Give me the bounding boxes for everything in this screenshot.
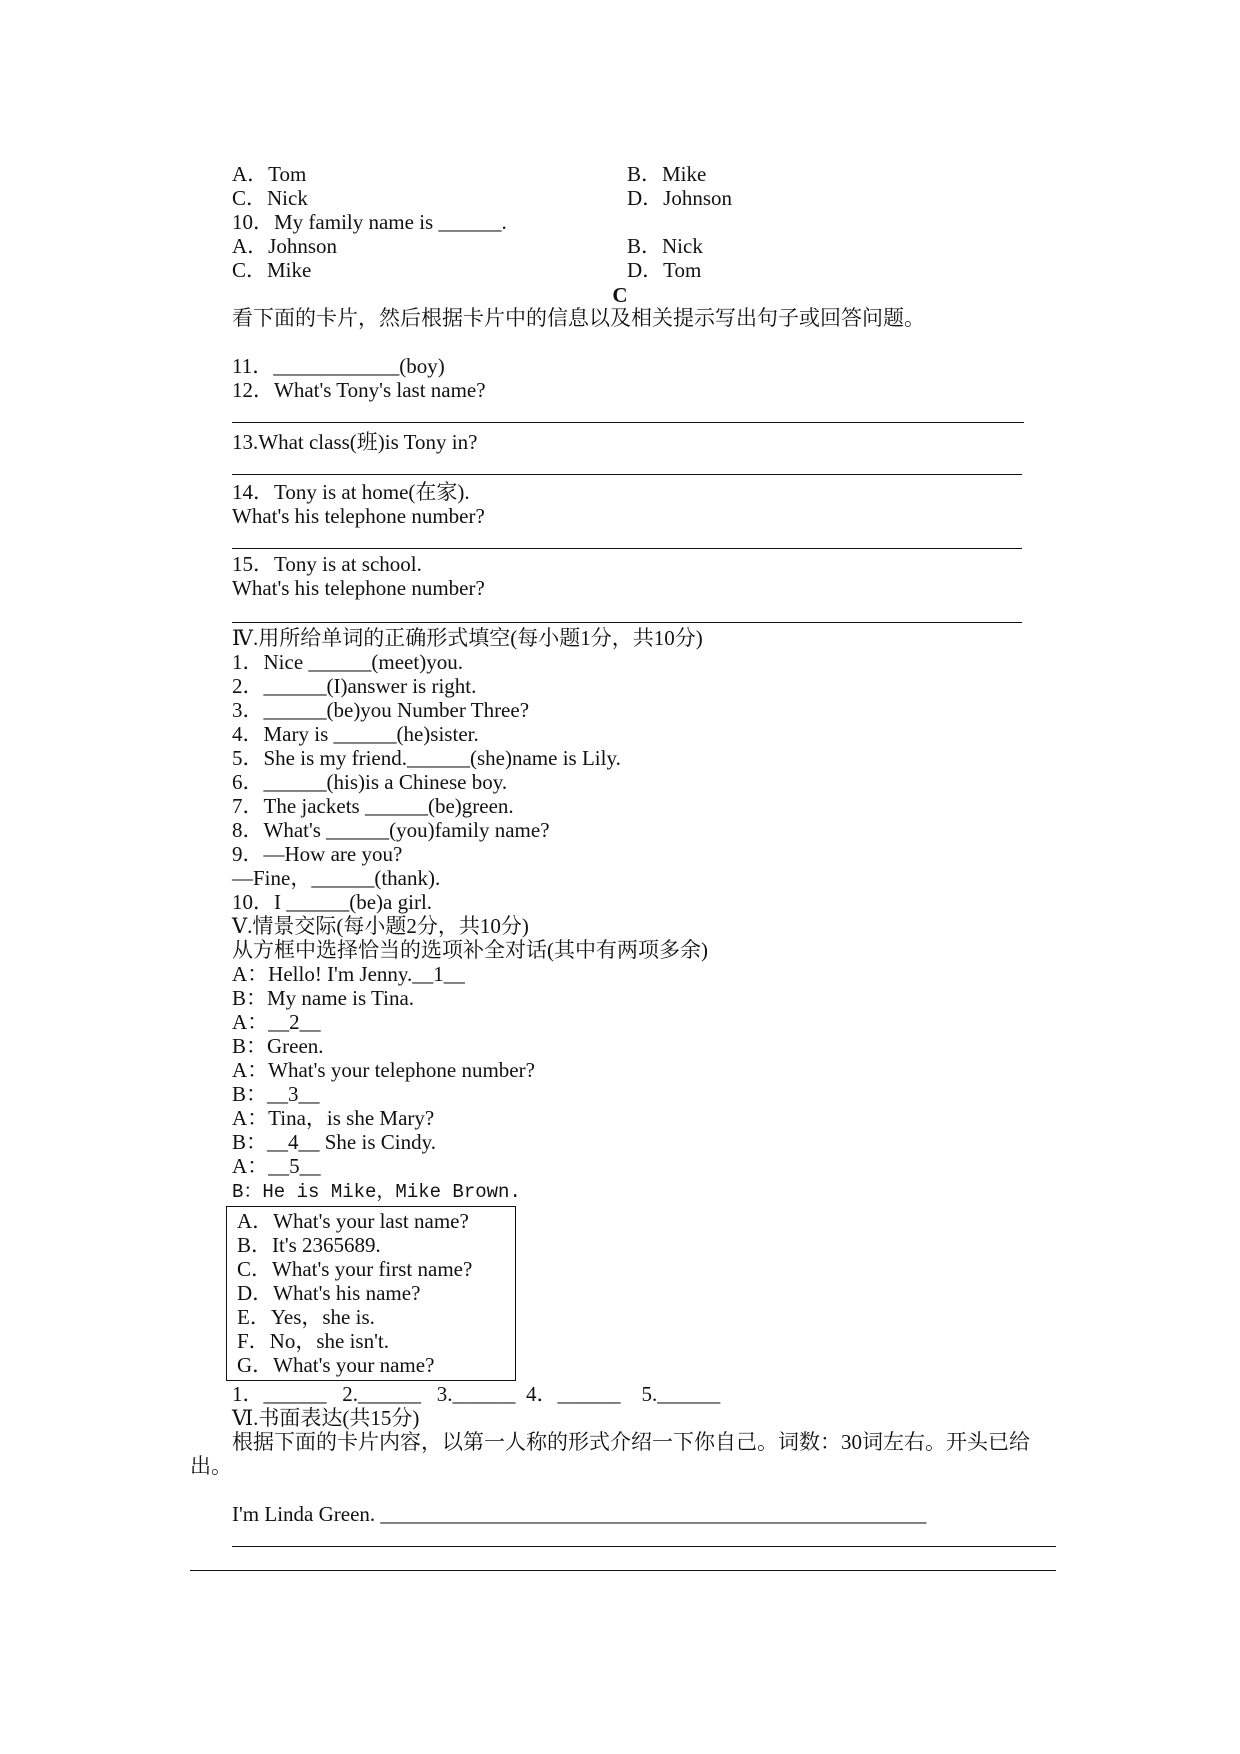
- section-5-instruction: 从方框中选择恰当的选项补全对话(其中有两项多余): [232, 938, 708, 962]
- q14-line1: 14．Tony is at home(在家).: [232, 480, 470, 504]
- q10-option-d: D．Tom: [627, 258, 702, 282]
- dialogue-line: A：Tina，is she Mary?: [232, 1106, 435, 1130]
- q12: 12．What's Tony's last name?: [232, 378, 486, 402]
- options-box: [226, 1206, 516, 1381]
- dialogue-line: A：Hello! I'm Jenny.__1__: [232, 962, 465, 986]
- q9-option-c: C．Nick: [232, 186, 308, 210]
- q10-option-c: C．Mike: [232, 258, 312, 282]
- q13-answer-line[interactable]: [232, 474, 1022, 475]
- s4-item: 5．She is my friend.______(she)name is Lily.: [232, 746, 621, 770]
- s4-item: 6．______(his)is a Chinese boy.: [232, 770, 508, 794]
- q9-option-b: B．Mike: [627, 162, 707, 186]
- s4-item: 2．______(I)answer is right.: [232, 674, 477, 698]
- writing-line[interactable]: [232, 1546, 1056, 1547]
- option-item: D．What's his name?: [237, 1281, 421, 1305]
- q10-option-a: A．Johnson: [232, 234, 338, 258]
- q14-answer-line[interactable]: [232, 548, 1022, 549]
- q15-answer-line[interactable]: [232, 622, 1022, 623]
- s4-item: 7．The jackets ______(be)green.: [232, 794, 514, 818]
- q12-answer-line[interactable]: [232, 422, 1024, 423]
- section-5-title: Ⅴ.情景交际(每小题2分，共10分): [232, 914, 529, 938]
- dialogue-line: B：My name is Tina.: [232, 986, 415, 1010]
- s4-item: 4．Mary is ______(he)sister.: [232, 722, 479, 746]
- q10-stem: 10．My family name is ______.: [232, 210, 507, 234]
- option-item: A．What's your last name?: [237, 1209, 469, 1233]
- dialogue-line: B：__3__: [232, 1082, 320, 1106]
- q10-option-b: B．Nick: [627, 234, 703, 258]
- section-c-instruction: 看下面的卡片，然后根据卡片中的信息以及相关提示写出句子或回答问题。: [232, 306, 925, 330]
- s4-item: —Fine，______(thank).: [232, 866, 441, 890]
- writing-start: I'm Linda Green. ____________________________________________________: [232, 1502, 927, 1526]
- dialogue-line: B：__4__ She is Cindy.: [232, 1130, 436, 1154]
- q9-option-d: D．Johnson: [627, 186, 733, 210]
- dialogue-line: B：He is Mike，Mike Brown.: [232, 1181, 521, 1203]
- q15-line2: What's his telephone number?: [232, 576, 485, 600]
- s4-item: 8．What's ______(you)family name?: [232, 818, 550, 842]
- q9-option-a: A．Tom: [232, 162, 307, 186]
- dialogue-line: A：What's your telephone number?: [232, 1058, 535, 1082]
- s4-item: 9．—How are you?: [232, 842, 403, 866]
- dialogue-line: A：__2__: [232, 1010, 321, 1034]
- section-4-title: Ⅳ.用所给单词的正确形式填空(每小题1分，共10分): [232, 626, 703, 650]
- section-6-instruction-cont: 出。: [190, 1454, 232, 1478]
- option-item: C．What's your first name?: [237, 1257, 473, 1281]
- s4-item: 10．I ______(be)a girl.: [232, 890, 433, 914]
- section-c-title: C: [612, 283, 628, 307]
- dialogue-line: B：Green.: [232, 1034, 324, 1058]
- section-6-title: Ⅵ.书面表达(共15分): [232, 1406, 420, 1430]
- q11: 11．____________(boy): [232, 354, 445, 378]
- s4-item: 3．______(be)you Number Three?: [232, 698, 530, 722]
- answer-blanks[interactable]: 1．______ 2.______ 3.______ 4．______ 5.______: [232, 1382, 721, 1406]
- option-item: E．Yes，she is.: [237, 1305, 375, 1329]
- dialogue-line: A：__5__: [232, 1154, 321, 1178]
- q14-line2: What's his telephone number?: [232, 504, 485, 528]
- option-item: F．No，she isn't.: [237, 1329, 389, 1353]
- option-item: B．It's 2365689.: [237, 1233, 381, 1257]
- section-6-instruction: 根据下面的卡片内容，以第一人称的形式介绍一下你自己。词数：30词左右。开头已给: [232, 1430, 1030, 1454]
- q15-line1: 15．Tony is at school.: [232, 552, 422, 576]
- s4-item: 1．Nice ______(meet)you.: [232, 650, 463, 674]
- option-item: G．What's your name?: [237, 1353, 435, 1377]
- writing-line[interactable]: [190, 1570, 1056, 1571]
- q13: 13.What class(班)is Tony in?: [232, 430, 478, 454]
